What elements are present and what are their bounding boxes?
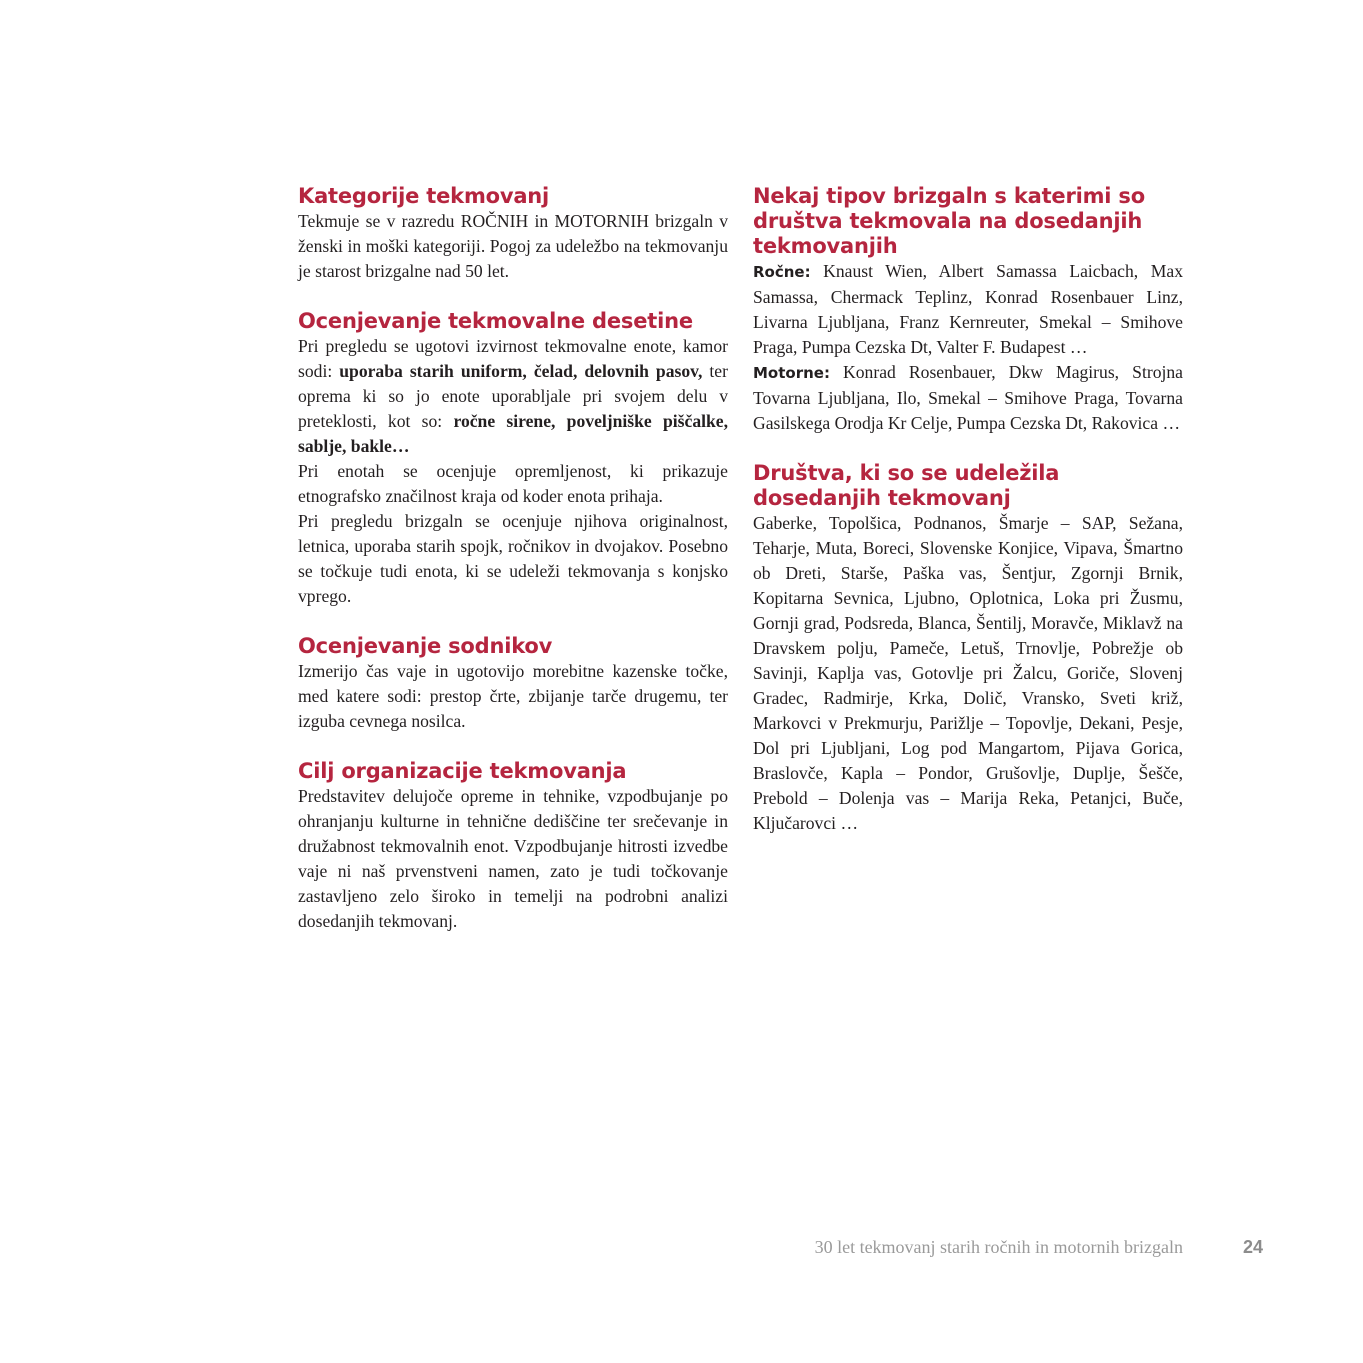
section-heading: Ocenjevanje sodnikov xyxy=(298,634,553,658)
section-heading: Nekaj tipov brizgaln s katerimi so društva tekmovala na dosedanjih tekmovanjih xyxy=(753,184,1145,258)
text-run: Knaust Wien, Albert Samassa Laicbach, Max Samassa, Chermack Teplinz, Konrad Rosenbauer Linz, Livarna Ljubljana, Franz Kernreuter, Smekal – Smihove Praga, Pumpa Cezska Dt, Valter F. Budapest … xyxy=(753,261,1183,357)
page-number: 24 xyxy=(1243,1237,1264,1257)
lead-label: Motorne: xyxy=(753,364,830,382)
section-kategorije xyxy=(298,184,728,284)
section-body: Tekmuje se v razredu ROČNIH in MOTORNIH brizgaln v ženski in moški kategoriji. Pogoj za udeležbo na tekmovanju je starost brizgalne nad 50 let. xyxy=(298,211,728,281)
section-ocenjevanje-sodnikov xyxy=(298,634,728,734)
section-tipi-brizgaln xyxy=(753,184,1183,436)
section-paragraph xyxy=(753,360,1183,436)
section-body: Gaberke, Topolšica, Podnanos, Šmarje – SAP, Sežana, Teharje, Muta, Boreci, Slovenske Konjice, Vipava, Šmartno ob Dreti, Starše, Paška vas, Šentjur, Zgornji Brnik, Kopitarna Sevnica, Ljubno, Oplotnica, Loka pri Žusmu, Gornji grad, Podsreda, Blanca, Šentilj, Moravče, Miklavž na Dravskem polju, Pameče, Letuš, Trnovlje, Pobrežje ob Savinji, Kaplja vas, Gotovlje pri Žalcu, Goriče, Slovenj Gradec, Radmirje, Krka, Dolič, Vransko, Sveti križ, Markovci v Prekmurju, Parižlje – Topovlje, Dekani, Pesje, Dol pri Ljubljani, Log pod Mangartom, Pijava Gorica, Braslovče, Kapla – Pondor, Grušovlje, Duplje, Šešče, Prebold – Dolenja vas – Marija Reka, Petanjci, Buče, Ključarovci … xyxy=(753,513,1183,833)
section-paragraph: Pri enotah se ocenjuje opremljenost, ki prikazuje etnografsko značilnost kraja od koder enota prihaja. xyxy=(298,461,728,506)
section-paragraph: Pri pregledu brizgaln se ocenjuje njihova originalnost, letnica, uporaba starih spojk, ročnikov in dvojakov. Posebno se točkuje tudi enota, ki se udeleži tekmovanja s konjsko vprego. xyxy=(298,511,728,606)
text-run: Pri pregledu se ugotovi izvirnost tekmovalne enote, kamor sodi: xyxy=(298,336,728,381)
text-run: Konrad Rosenbauer, Dkw Magirus, Strojna Tovarna Ljubljana, Ilo, Smekal – Smihove Praga, Tovarna Gasilskega Orodja Kr Celje, Pumpa Cezska Dt, Rakovica … xyxy=(753,362,1183,433)
footer-title: 30 let tekmovanj starih ročnih in motornih brizgaln xyxy=(814,1237,1183,1257)
section-heading: Društva, ki so se udeležila dosedanjih tekmovanj xyxy=(753,461,1060,510)
bold-text-run: ročne sirene, poveljniške piščalke, sablje, bakle… xyxy=(298,411,728,456)
section-paragraph xyxy=(753,259,1183,360)
section-cilj-organizacije xyxy=(298,759,728,934)
section-paragraph xyxy=(298,334,728,459)
bold-text-run: uporaba starih uniform, čelad, delovnih pasov, xyxy=(339,361,703,381)
left-column xyxy=(298,184,728,959)
section-heading: Ocenjevanje tekmovalne desetine xyxy=(298,309,693,333)
text-run: ter oprema ki so jo enote uporabljale pri svojem delu v preteklosti, kot so: xyxy=(298,361,728,431)
section-heading: Cilj organizacije tekmovanja xyxy=(298,759,627,783)
right-column xyxy=(753,184,1183,861)
section-heading: Kategorije tekmovanj xyxy=(298,184,550,208)
section-body: Izmerijo čas vaje in ugotovijo morebitne kazenske točke, med katere sodi: prestop črte, zbijanje tarče drugemu, ter izguba cevnega nosilca. xyxy=(298,661,728,731)
section-drustva xyxy=(753,461,1183,836)
section-body: Predstavitev delujoče opreme in tehnike, vzpodbujanje po ohranjanju kulturne in tehnične dediščine ter srečevanje in družabnost tekmovalnih enot. Vzpodbujanje hitrosti izvedbe vaje ni naš prvenstveni namen, zato je tudi točkovanje zastavljeno zelo široko in temelji na podrobni analizi dosedanjih tekmovanj. xyxy=(298,786,728,931)
section-ocenjevanje-desetine xyxy=(298,309,728,609)
lead-label: Ročne: xyxy=(753,263,811,281)
